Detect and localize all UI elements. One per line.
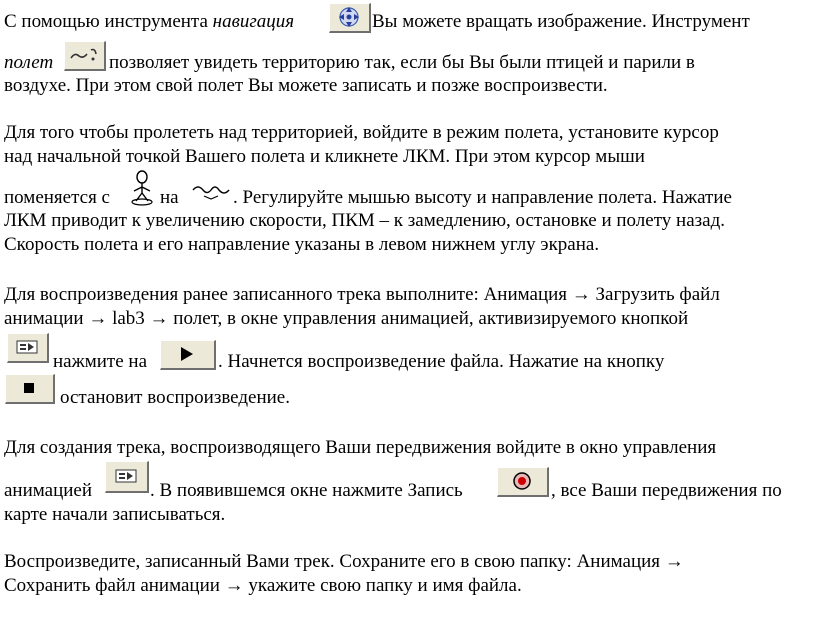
p1-line1-text-a: С помощью инструмента xyxy=(4,11,213,32)
p4-line2a: анимацией xyxy=(4,480,93,501)
flight-term: полет xyxy=(4,52,54,73)
animation-panel-button-icon xyxy=(7,333,49,363)
p2-line3c: . Регулируйте мышью высоту и направление полета. Нажатие xyxy=(233,187,732,208)
p1-line1-text-c: Вы можете вращать изображение. Инструмент xyxy=(372,11,750,32)
stop-button-icon xyxy=(5,374,55,404)
p5-line1: Воспроизведите, записанный Вами трек. Сохраните его в свою папку: Анимация → xyxy=(4,551,684,572)
p3-line3a: нажмите на xyxy=(53,351,148,372)
animation-panel-button-icon xyxy=(105,461,149,493)
record-button-icon xyxy=(497,467,549,497)
p1-line2-cont xyxy=(109,52,695,74)
p4-line2b: . В появившемся окне нажмите Запись xyxy=(150,480,463,501)
p2-line1: Для того чтобы пролететь над территорией, войдите в режим полета, установите курсор xyxy=(4,122,719,143)
p1-line3: воздухе. При этом свой полет Вы можете записать и позже воспроизвести. xyxy=(4,75,608,96)
p4-line2c: , все Ваши передвижения по xyxy=(551,480,782,501)
p4-line1: Для создания трека, воспроизводящего Ваши передвижения войдите в окно управления xyxy=(4,437,717,458)
p5-line2: Сохранить файл анимации → укажите свою папку и имя файла. xyxy=(4,575,522,596)
p4-line3: карте начали записываться. xyxy=(4,504,226,525)
p1-line2-text-b: позволяет увидеть территорию так, если бы Вы были птицей и парили в xyxy=(109,52,695,73)
flight-tool-icon xyxy=(64,41,106,71)
p1-line1 xyxy=(4,11,294,33)
p2-line3a: поменяется с xyxy=(4,187,110,208)
play-button-icon xyxy=(160,340,216,370)
p3-line3b: . Начнется воспроизведение файла. Нажатие на кнопку xyxy=(218,351,665,372)
p1-line1-cont xyxy=(372,11,750,33)
p2-line3b: на xyxy=(160,187,179,208)
p2-line4: ЛКМ приводит к увеличению скорости, ПКМ – к замедлению, остановке и полету назад. xyxy=(4,210,725,231)
p3-line4: остановит воспроизведение. xyxy=(60,387,290,408)
p2-line5: Скорость полета и его направление указаны в левом нижнем углу экрана. xyxy=(4,234,600,255)
navigation-term: навигация xyxy=(212,11,295,32)
p2-line2: над начальной точкой Вашего полета и кликнете ЛКМ. При этом курсор мыши xyxy=(4,146,645,167)
navigation-tool-icon xyxy=(329,3,371,33)
pointer-cursor-icon xyxy=(128,169,156,213)
p3-line1: Для воспроизведения ранее записанного трека выполните: Анимация → Загрузить файл xyxy=(4,284,720,305)
p3-line2: анимации → lab3 → полет, в окне управления анимацией, активизируемого кнопкой xyxy=(4,308,689,329)
flight-cursor-icon xyxy=(190,180,232,212)
